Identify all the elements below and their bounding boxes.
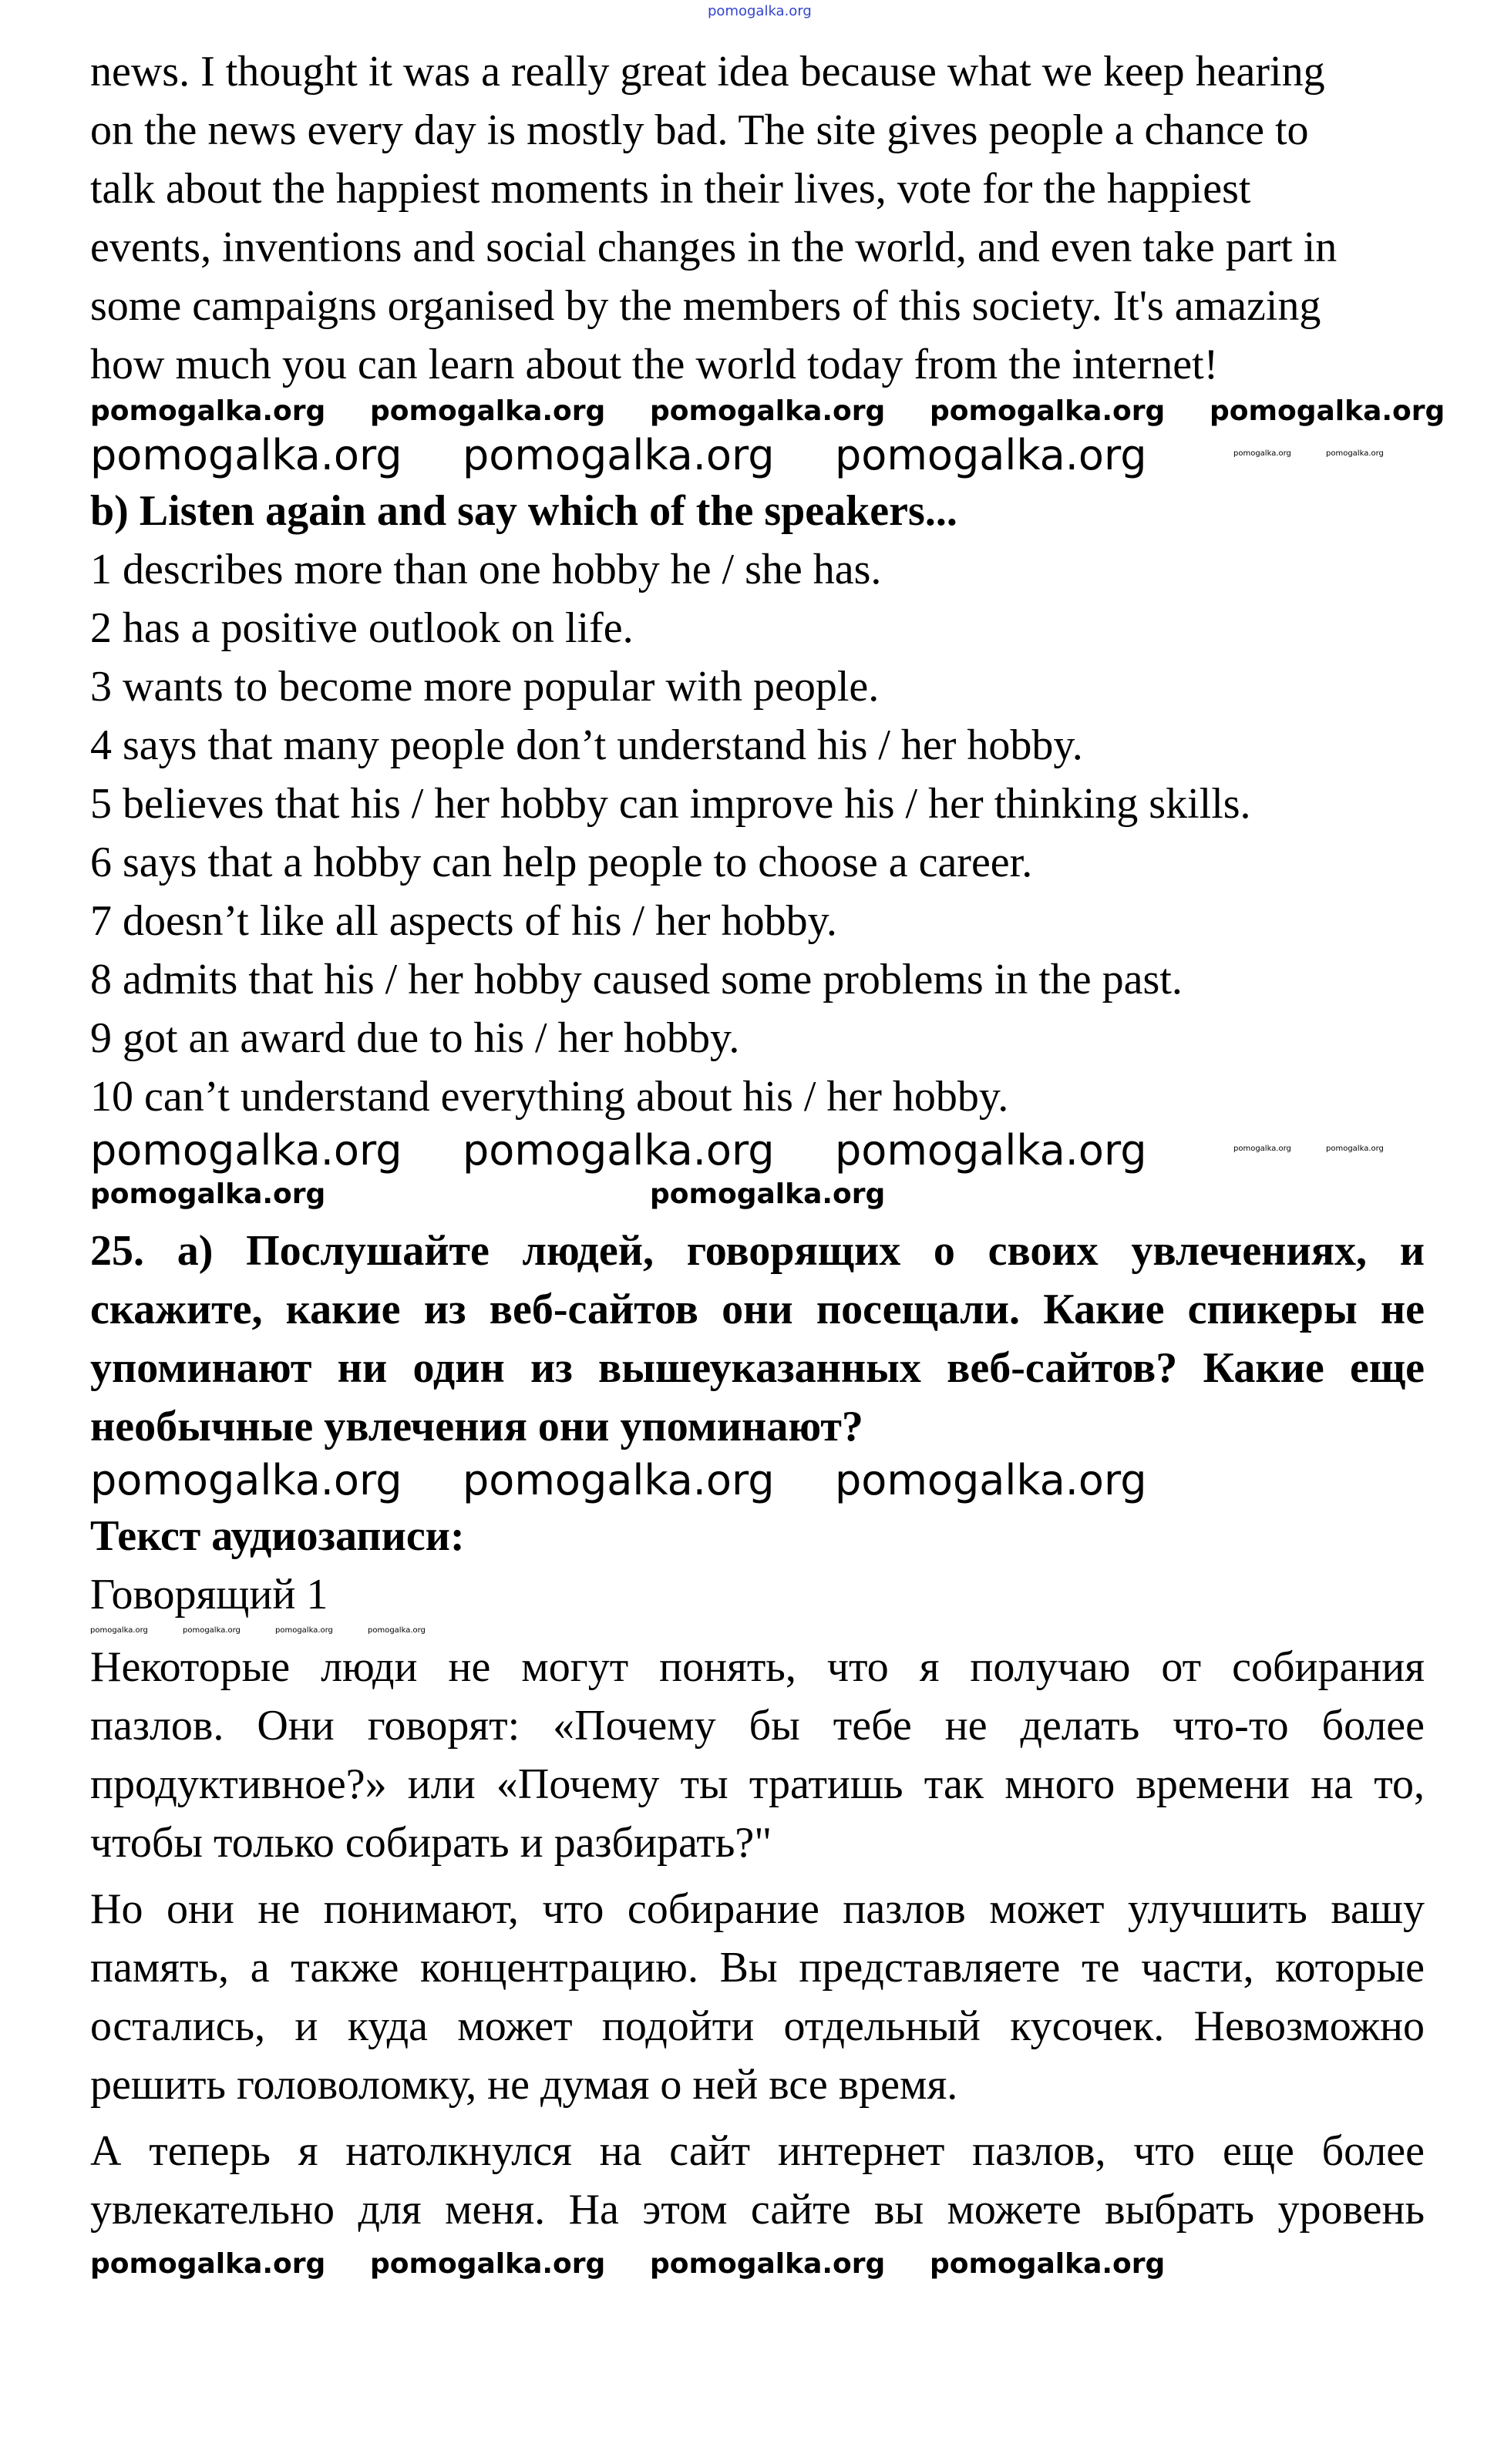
paragraph-line: увлекательно для меня. На этом сайте вы можете выбрать уровень: [90, 2186, 1425, 2234]
task-b-item: 9 got an award due to his / her hobby.: [90, 1014, 740, 1062]
task-25-heading-line: скажите, какие из веб-сайтов они посещали. Какие спикеры не: [90, 1286, 1425, 1333]
watermark: pomogalka.org: [650, 395, 886, 427]
task-25-heading-line: 25. а) Послушайте людей, говорящих о своих увлечениях, и: [90, 1227, 1425, 1275]
paragraph-line: Некоторые люди не могут понять, что я получаю от собирания: [90, 1643, 1425, 1691]
watermark: pomogalka.org: [90, 431, 402, 479]
watermark: pomogalka.org: [90, 1178, 326, 1210]
intro-line: how much you can learn about the world today from the internet!: [90, 341, 1219, 388]
watermark: pomogalka.org: [1326, 449, 1384, 458]
watermark: pomogalka.org: [463, 1126, 775, 1175]
watermark: pomogalka.org: [90, 1626, 148, 1635]
paragraph-line: Но они не понимают, что собирание пазлов может улучшить вашу: [90, 1885, 1425, 1933]
task-b-item: 1 describes more than one hobby he / she has.: [90, 546, 882, 593]
task-b-item: 5 believes that his / her hobby can improve his / her thinking skills.: [90, 780, 1251, 828]
intro-line: news. I thought it was a really great idea because what we keep hearing: [90, 48, 1325, 96]
intro-line: on the news every day is mostly bad. The site gives people a chance to: [90, 106, 1309, 154]
watermark: pomogalka.org: [650, 1178, 886, 1210]
intro-line: talk about the happiest moments in their lives, vote for the happiest: [90, 165, 1251, 213]
watermark: pomogalka.org: [930, 2248, 1166, 2280]
watermark: pomogalka.org: [835, 1456, 1147, 1504]
watermark: pomogalka.org: [463, 1456, 775, 1504]
intro-line: some campaigns organised by the members of this society. It's amazing: [90, 282, 1321, 330]
paragraph-line: решить головоломку, не думая о ней все время.: [90, 2061, 958, 2109]
watermark: pomogalka.org: [275, 1626, 333, 1635]
watermark: pomogalka.org: [1210, 395, 1445, 427]
task-b-item: 10 can’t understand everything about his / her hobby.: [90, 1073, 1009, 1121]
watermark: pomogalka.org: [183, 1626, 241, 1635]
watermark: pomogalka.org: [90, 395, 326, 427]
task-b-item: 7 doesn’t like all aspects of his / her hobby.: [90, 897, 837, 945]
watermark: pomogalka.org: [370, 395, 606, 427]
watermark: pomogalka.org: [370, 2248, 606, 2280]
task-25-heading-line: упоминают ни один из вышеуказанных веб-сайтов? Какие еще: [90, 1344, 1425, 1392]
watermark: pomogalka.org: [463, 431, 775, 479]
transcript-label: Текст аудиозаписи:: [90, 1512, 465, 1560]
watermark: pomogalka.org: [90, 1456, 402, 1504]
speaker-label: Говорящий 1: [90, 1571, 328, 1619]
task-b-item: 8 admits that his / her hobby caused some problems in the past.: [90, 956, 1183, 1003]
watermark: pomogalka.org: [930, 395, 1166, 427]
paragraph-line: продуктивное?» или «Почему ты тратишь так много времени на то,: [90, 1760, 1425, 1808]
paragraph-line: пазлов. Они говорят: «Почему бы тебе не делать что-то более: [90, 1702, 1425, 1750]
intro-line: events, inventions and social changes in the world, and even take part in: [90, 224, 1338, 271]
watermark: pomogalka.org: [835, 1126, 1147, 1175]
paragraph-line: остались, и куда может подойти отдельный кусочек. Невозможно: [90, 2002, 1425, 2050]
paragraph-line: чтобы только собирать и разбирать?": [90, 1819, 772, 1867]
paragraph-line: память, а также концентрацию. Вы представляете те части, которые: [90, 1944, 1425, 1992]
task-b-item: 4 says that many people don’t understand his / her hobby.: [90, 721, 1083, 769]
task-b-item: 2 has a positive outlook on life.: [90, 604, 634, 652]
watermark: pomogalka.org: [368, 1626, 426, 1635]
watermark: pomogalka.org: [835, 431, 1147, 479]
watermark: pomogalka.org: [90, 1126, 402, 1175]
task-b-item: 6 says that a hobby can help people to choose a career.: [90, 839, 1033, 886]
watermark: pomogalka.org: [1233, 449, 1291, 458]
task-b-heading: b) Listen again and say which of the speakers...: [90, 487, 957, 535]
task-b-item: 3 wants to become more popular with people.: [90, 663, 880, 711]
watermark: pomogalka.org: [708, 3, 812, 19]
watermark: pomogalka.org: [1233, 1145, 1291, 1153]
task-25-heading-line: необычные увлечения они упоминают?: [90, 1403, 863, 1450]
watermark: pomogalka.org: [1326, 1145, 1384, 1153]
paragraph-line: А теперь я натолкнулся на сайт интернет пазлов, что еще более: [90, 2127, 1425, 2175]
watermark: pomogalka.org: [650, 2248, 886, 2280]
watermark: pomogalka.org: [90, 2248, 326, 2280]
